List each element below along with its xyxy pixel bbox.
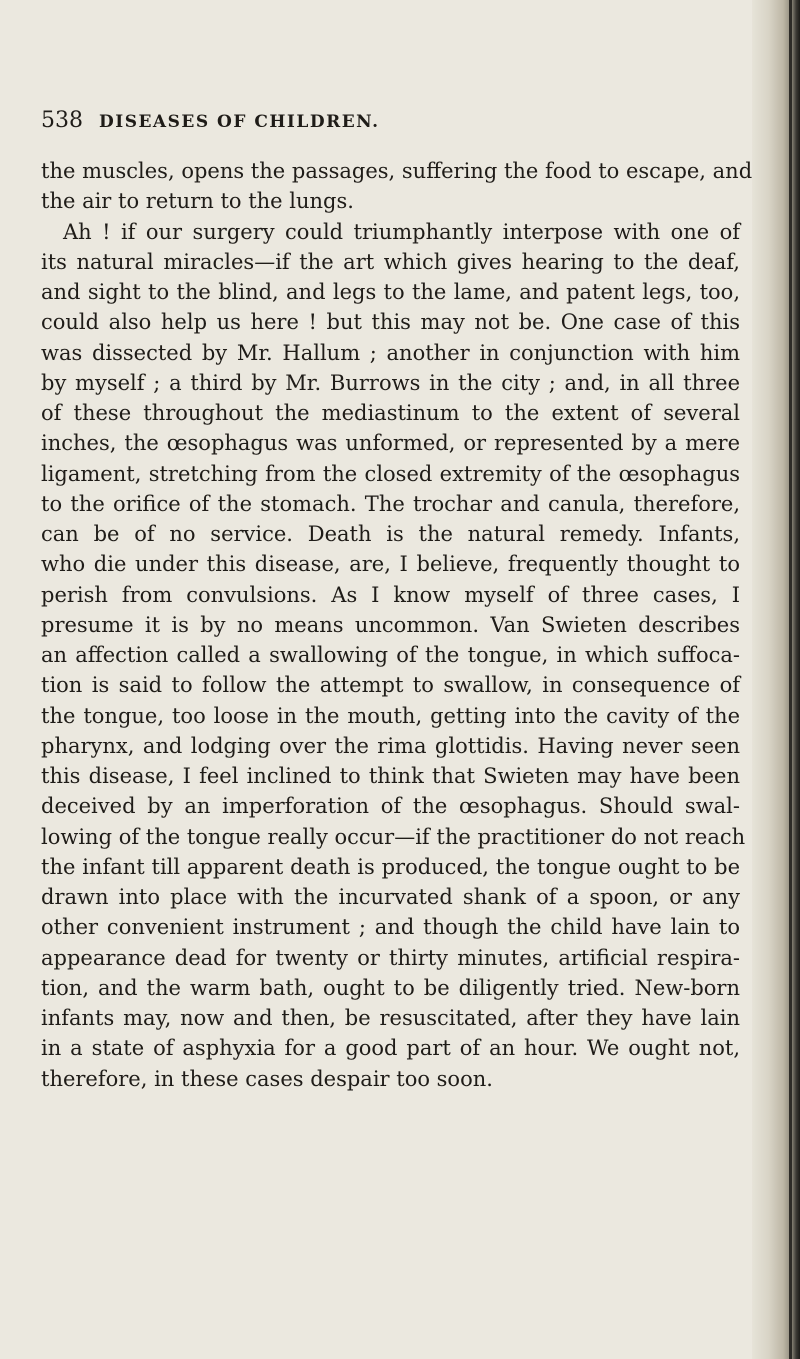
text-line: lowing of the tongue really occur—if the practitioner do not reach [41, 824, 746, 849]
text-line: tion is said to follow the attempt to swallow, in consequence of [41, 673, 740, 698]
text-line: ligament, stretching from the closed extremity of the œsophagus [41, 461, 740, 486]
binding-edge [789, 0, 792, 1359]
running-head: DISEASES OF CHILDREN. [99, 112, 380, 132]
text-line: tion, and the warm bath, ought to be diligently tried. New-born [41, 975, 740, 1000]
text-line: the muscles, opens the passages, suffering the food to escape, and [41, 159, 753, 183]
text-line: infants may, now and then, be resuscitated, after they have lain [41, 1006, 740, 1030]
text-line: this disease, I feel inclined to think that Swieten may have been [41, 764, 740, 788]
text-line: and sight to the blind, and legs to the lame, and patent legs, too, [41, 280, 740, 304]
text-line: appearance dead for twenty or thirty minutes, artificial respira- [41, 945, 740, 970]
body-text [41, 156, 753, 1094]
text-line: was dissected by Mr. Hallum ; another in conjunction with him [41, 340, 740, 365]
page-header [41, 108, 741, 138]
text-line: Ah ! if our surgery could triumphantly interpose with one of [63, 219, 740, 244]
text-line: the infant till apparent death is produced, the tongue ought to be [41, 854, 740, 879]
text-line: its natural miracles—if the art which gives hearing to the deaf, [41, 249, 740, 274]
text-line: drawn into place with the incurvated shank of a spoon, or any [41, 885, 740, 909]
text-line: in a state of asphyxia for a good part of an hour. We ought not, [41, 1036, 740, 1061]
text-line: an affection called a swallowing of the tongue, in which suffoca- [41, 643, 740, 667]
text-line: the tongue, too loose in the mouth, getting into the cavity of the [41, 703, 740, 728]
text-line: other convenient instrument ; and though the child have lain to [41, 915, 740, 940]
text-line: could also help us here ! but this may not be. One case of this [41, 310, 740, 335]
page-gutter-shadow [752, 0, 800, 1359]
text-line: perish from convulsions. As I know myself of three cases, I [41, 582, 740, 607]
text-line: therefore, in these cases despair too soon. [41, 1066, 493, 1091]
text-line: of these throughout the mediastinum to the extent of several [41, 401, 740, 425]
text-line: by myself ; a third by Mr. Burrows in the city ; and, in all three [41, 370, 740, 395]
text-line: presume it is by no means uncommon. Van Swieten describes [41, 612, 740, 637]
text-line: who die under this disease, are, I believe, frequently thought to [41, 552, 740, 577]
text-line: to the orifice of the stomach. The trochar and canula, therefore, [41, 491, 740, 516]
page-number: 538 [41, 108, 83, 133]
text-line: the air to return to the lungs. [41, 189, 354, 214]
text-line: deceived by an imperforation of the œsophagus. Should swal- [41, 794, 740, 819]
text-line: pharynx, and lodging over the rima glottidis. Having never seen [41, 733, 740, 758]
text-line: can be of no service. Death is the natural remedy. Infants, [41, 522, 740, 546]
text-line: inches, the œsophagus was unformed, or represented by a mere [41, 431, 740, 456]
